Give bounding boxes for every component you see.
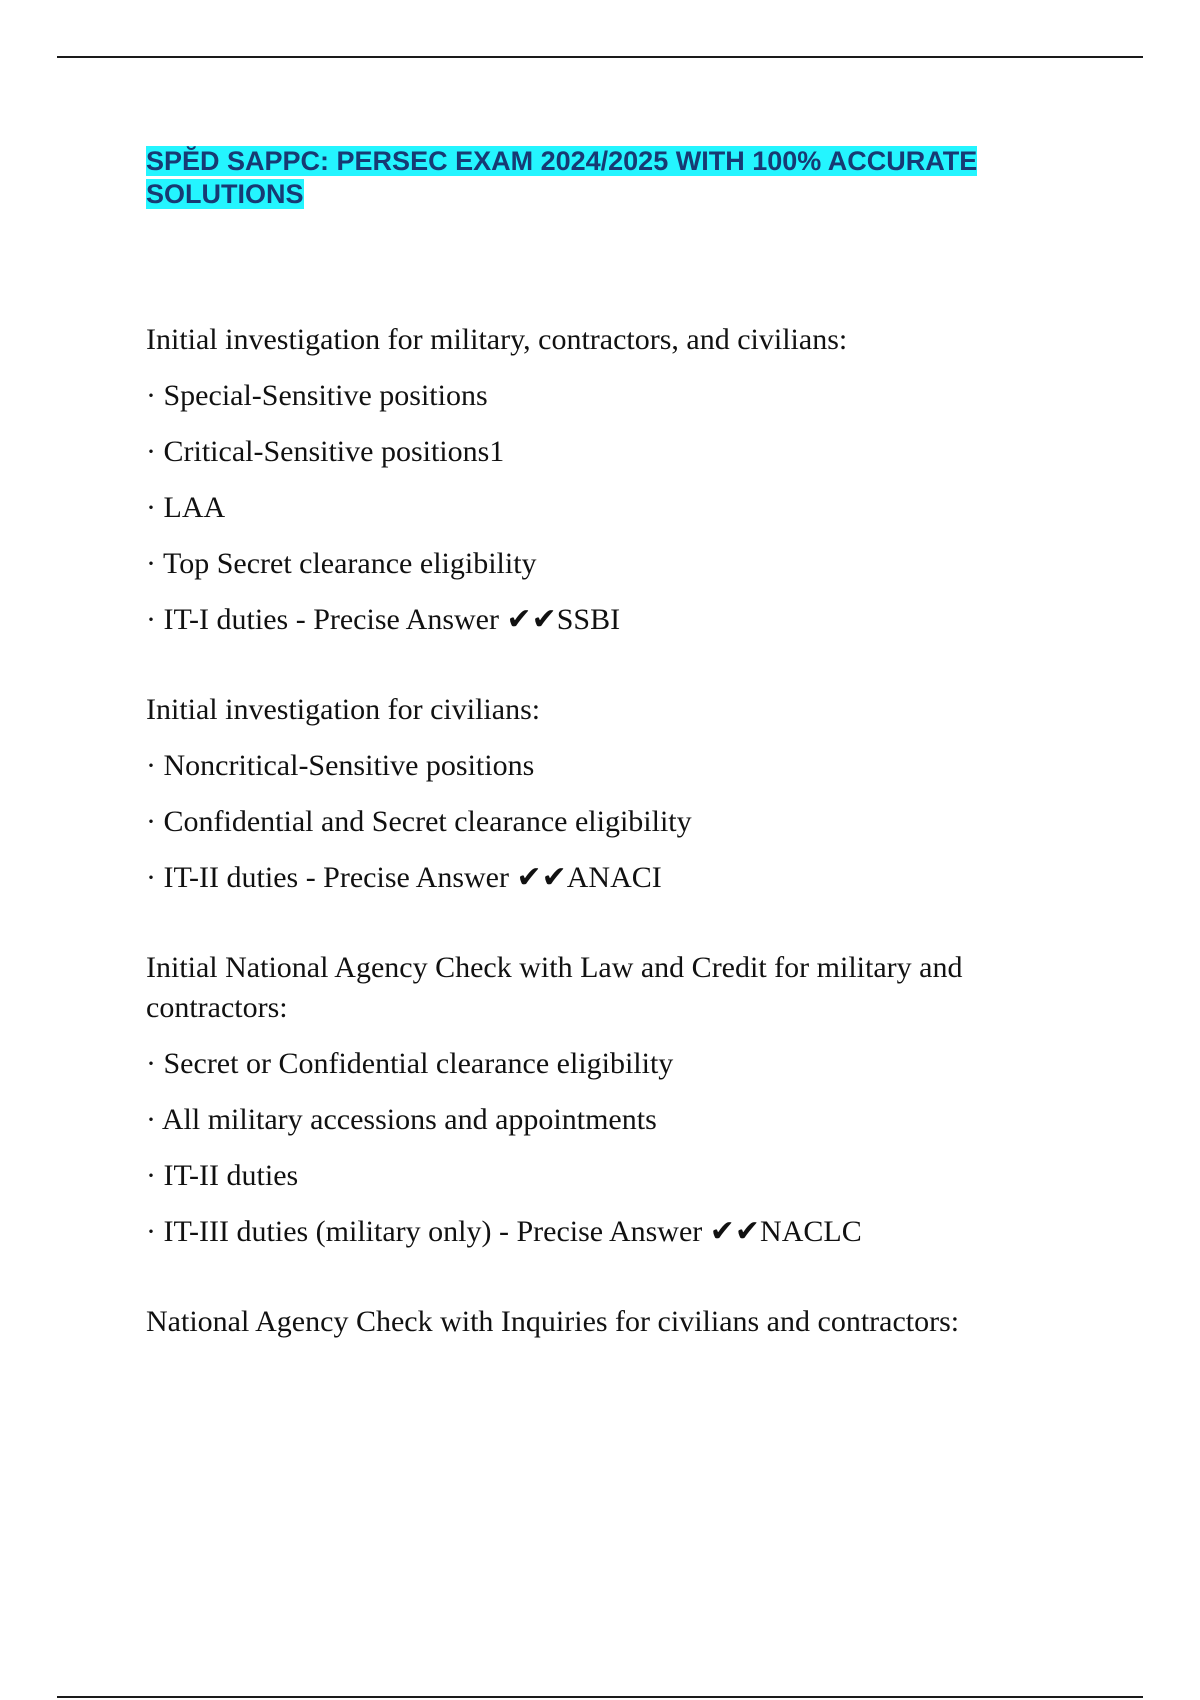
top-rule (57, 56, 1143, 58)
list-item: · Top Secret clearance eligibility (146, 547, 537, 580)
document-body (146, 320, 1066, 1392)
bottom-rule (57, 1696, 1143, 1698)
list-item: · Confidential and Secret clearance eligibility (146, 805, 692, 838)
section-heading: Initial investigation for military, contractors, and civilians: (146, 323, 848, 356)
document-title (146, 145, 1046, 211)
section-4 (146, 1302, 1066, 1342)
section-heading: Initial investigation for civilians: (146, 693, 541, 726)
list-item-answer: · IT-II duties - Precise Answer ✔✔ANACI (146, 861, 662, 894)
list-item: · All military accessions and appointments (146, 1103, 657, 1136)
list-item-answer: · IT-I duties - Precise Answer ✔✔SSBI (146, 603, 621, 636)
title-highlight: SPĔD SAPPC: PERSEC EXAM 2024/2025 WITH 100% ACCURATE SOLUTIONS (146, 146, 978, 209)
section-1 (146, 320, 1066, 640)
list-item: · Critical-Sensitive positions1 (146, 435, 505, 468)
list-item: · Secret or Confidential clearance eligibility (146, 1047, 674, 1080)
list-item: · IT-II duties (146, 1159, 299, 1192)
list-item: · LAA (146, 491, 226, 524)
section-3 (146, 948, 1066, 1252)
list-item: · Noncritical-Sensitive positions (146, 749, 535, 782)
list-item: · Special-Sensitive positions (146, 379, 488, 412)
list-item-answer: · IT-III duties (military only) - Precise Answer ✔✔NACLC (146, 1215, 862, 1248)
section-heading: Initial National Agency Check with Law and Credit for military and contractors: (146, 951, 963, 1024)
section-2 (146, 690, 1066, 898)
section-heading: National Agency Check with Inquiries for civilians and contractors: (146, 1305, 960, 1338)
